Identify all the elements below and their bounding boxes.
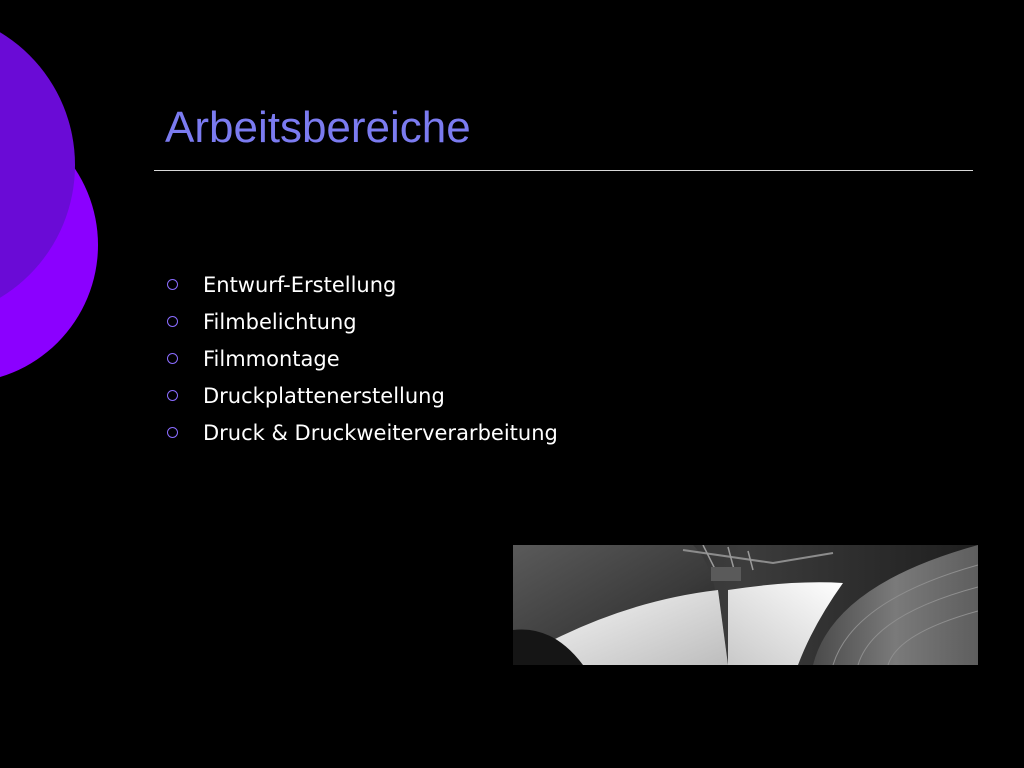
hollow-circle-icon <box>167 316 178 327</box>
bullet-text: Druckplattenerstellung <box>203 383 445 408</box>
hollow-circle-icon <box>167 427 178 438</box>
bullet-item <box>163 303 558 340</box>
bullet-item <box>163 414 558 451</box>
bullet-text: Entwurf-Erstellung <box>203 272 397 297</box>
bullet-text: Druck & Druckweiterverarbeitung <box>203 420 558 445</box>
bullet-list <box>163 266 558 451</box>
decorative-circles <box>0 0 110 420</box>
hollow-circle-icon <box>167 353 178 364</box>
title-divider <box>154 170 973 171</box>
bullet-item <box>163 340 558 377</box>
hollow-circle-icon <box>167 390 178 401</box>
bullet-text: Filmmontage <box>203 346 340 371</box>
bullet-text: Filmbelichtung <box>203 309 357 334</box>
bullet-item <box>163 266 558 303</box>
bullet-item <box>163 377 558 414</box>
slide-title: Arbeitsbereiche <box>165 103 471 152</box>
hollow-circle-icon <box>167 279 178 290</box>
printing-press-photo <box>513 545 978 665</box>
